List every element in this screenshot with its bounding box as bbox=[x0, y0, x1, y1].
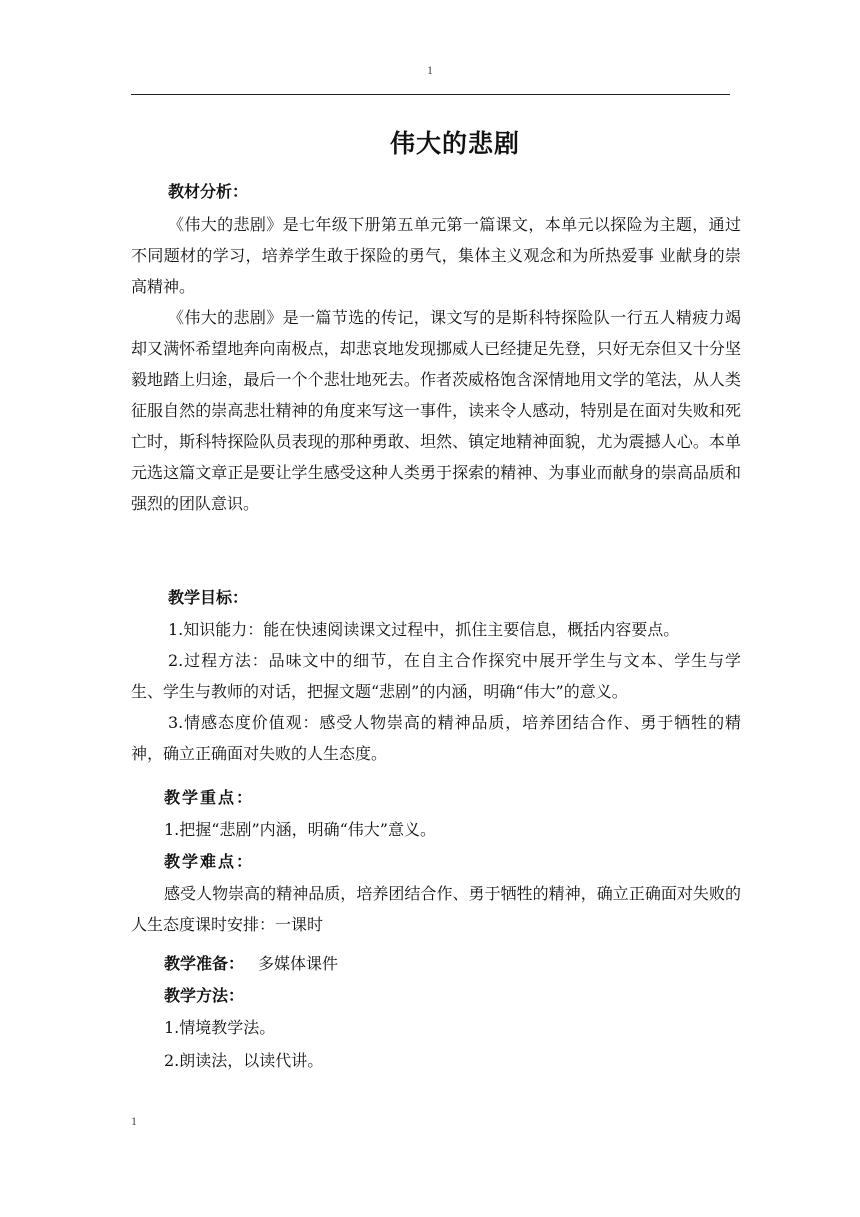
method-item-1: 1.情境教学法。 bbox=[164, 1018, 276, 1037]
key-points-heading: 教学重点： bbox=[164, 788, 255, 807]
teaching-goal-item-3: 3.情感态度价值观：感受人物崇高的精神品质，培养团结合作、勇于牺牲的精神，确立正确面对失败的人生态度。 bbox=[131, 713, 741, 763]
preparation-heading: 教学准备： bbox=[164, 954, 245, 973]
teaching-goal-item-1: 1.知识能力：能在快速阅读课文过程中，抓住主要信息，概括内容要点。 bbox=[168, 620, 680, 639]
document-title: 伟大的悲剧 bbox=[389, 129, 520, 158]
preparation-value: 多媒体课件 bbox=[258, 954, 339, 973]
material-analysis-paragraph-1: 《伟大的悲剧》是七年级下册第五单元第一篇课文，本单元以探险为主题，通过不同题材的学习，培养学生敢于探险的勇气，集体主义观念和为所热爱事 业献身的崇高精神。 bbox=[131, 215, 741, 296]
teaching-goal-item-2: 2.过程方法：品味文中的细节，在自主合作探究中展开学生与文本、学生与学生、学生与教师的对话，把握文题“悲剧”的内涵，明确“伟大”的意义。 bbox=[131, 651, 741, 701]
material-analysis-section bbox=[131, 209, 741, 519]
method-item-2: 2.朗读法，以读代讲。 bbox=[164, 1051, 324, 1070]
material-analysis-paragraph-2: 《伟大的悲剧》是一篇节选的传记，课文写的是斯科特探险队一行五人精疲力竭却又满怀希望地奔向南极点，却悲哀地发现挪威人已经捷足先登，只好无奈但又十分坚毅地踏上归途，最后一个个悲壮地死去。作者茨威格饱含深情地用文学的笔法，从人类征服自然的崇高悲壮精神的角度来写这一事件，读来令人感动，特别是在面对失败和死亡时，斯科特探险队员表现的那种勇敢、坦然、镇定地精神面貌，尤为震撼人心。本单元选这篇文章正是要让学生感受这种人类勇于探索的精神、为事业而献身的崇高品质和强烈的团队意识。 bbox=[131, 308, 741, 513]
header-page-number: 1 bbox=[427, 63, 433, 77]
material-analysis-heading: 教材分析： bbox=[168, 182, 249, 201]
preparation-row bbox=[164, 948, 338, 979]
difficult-points-text: 感受人物崇高的精神品质，培养团结合作、勇于牺牲的精神，确立正确面对失败的人生态度课时安排：一课时 bbox=[131, 884, 741, 934]
methods-heading: 教学方法： bbox=[164, 986, 245, 1005]
header-rule bbox=[131, 94, 730, 95]
difficult-points-section bbox=[131, 878, 741, 940]
teaching-goals-heading: 教学目标： bbox=[168, 588, 249, 607]
difficult-points-heading: 教学难点： bbox=[164, 852, 255, 871]
footer-page-number: 1 bbox=[131, 1114, 137, 1128]
teaching-goals-section bbox=[131, 614, 741, 769]
key-points-text: 1.把握“悲剧”内涵，明确“伟大”意义。 bbox=[164, 820, 436, 839]
